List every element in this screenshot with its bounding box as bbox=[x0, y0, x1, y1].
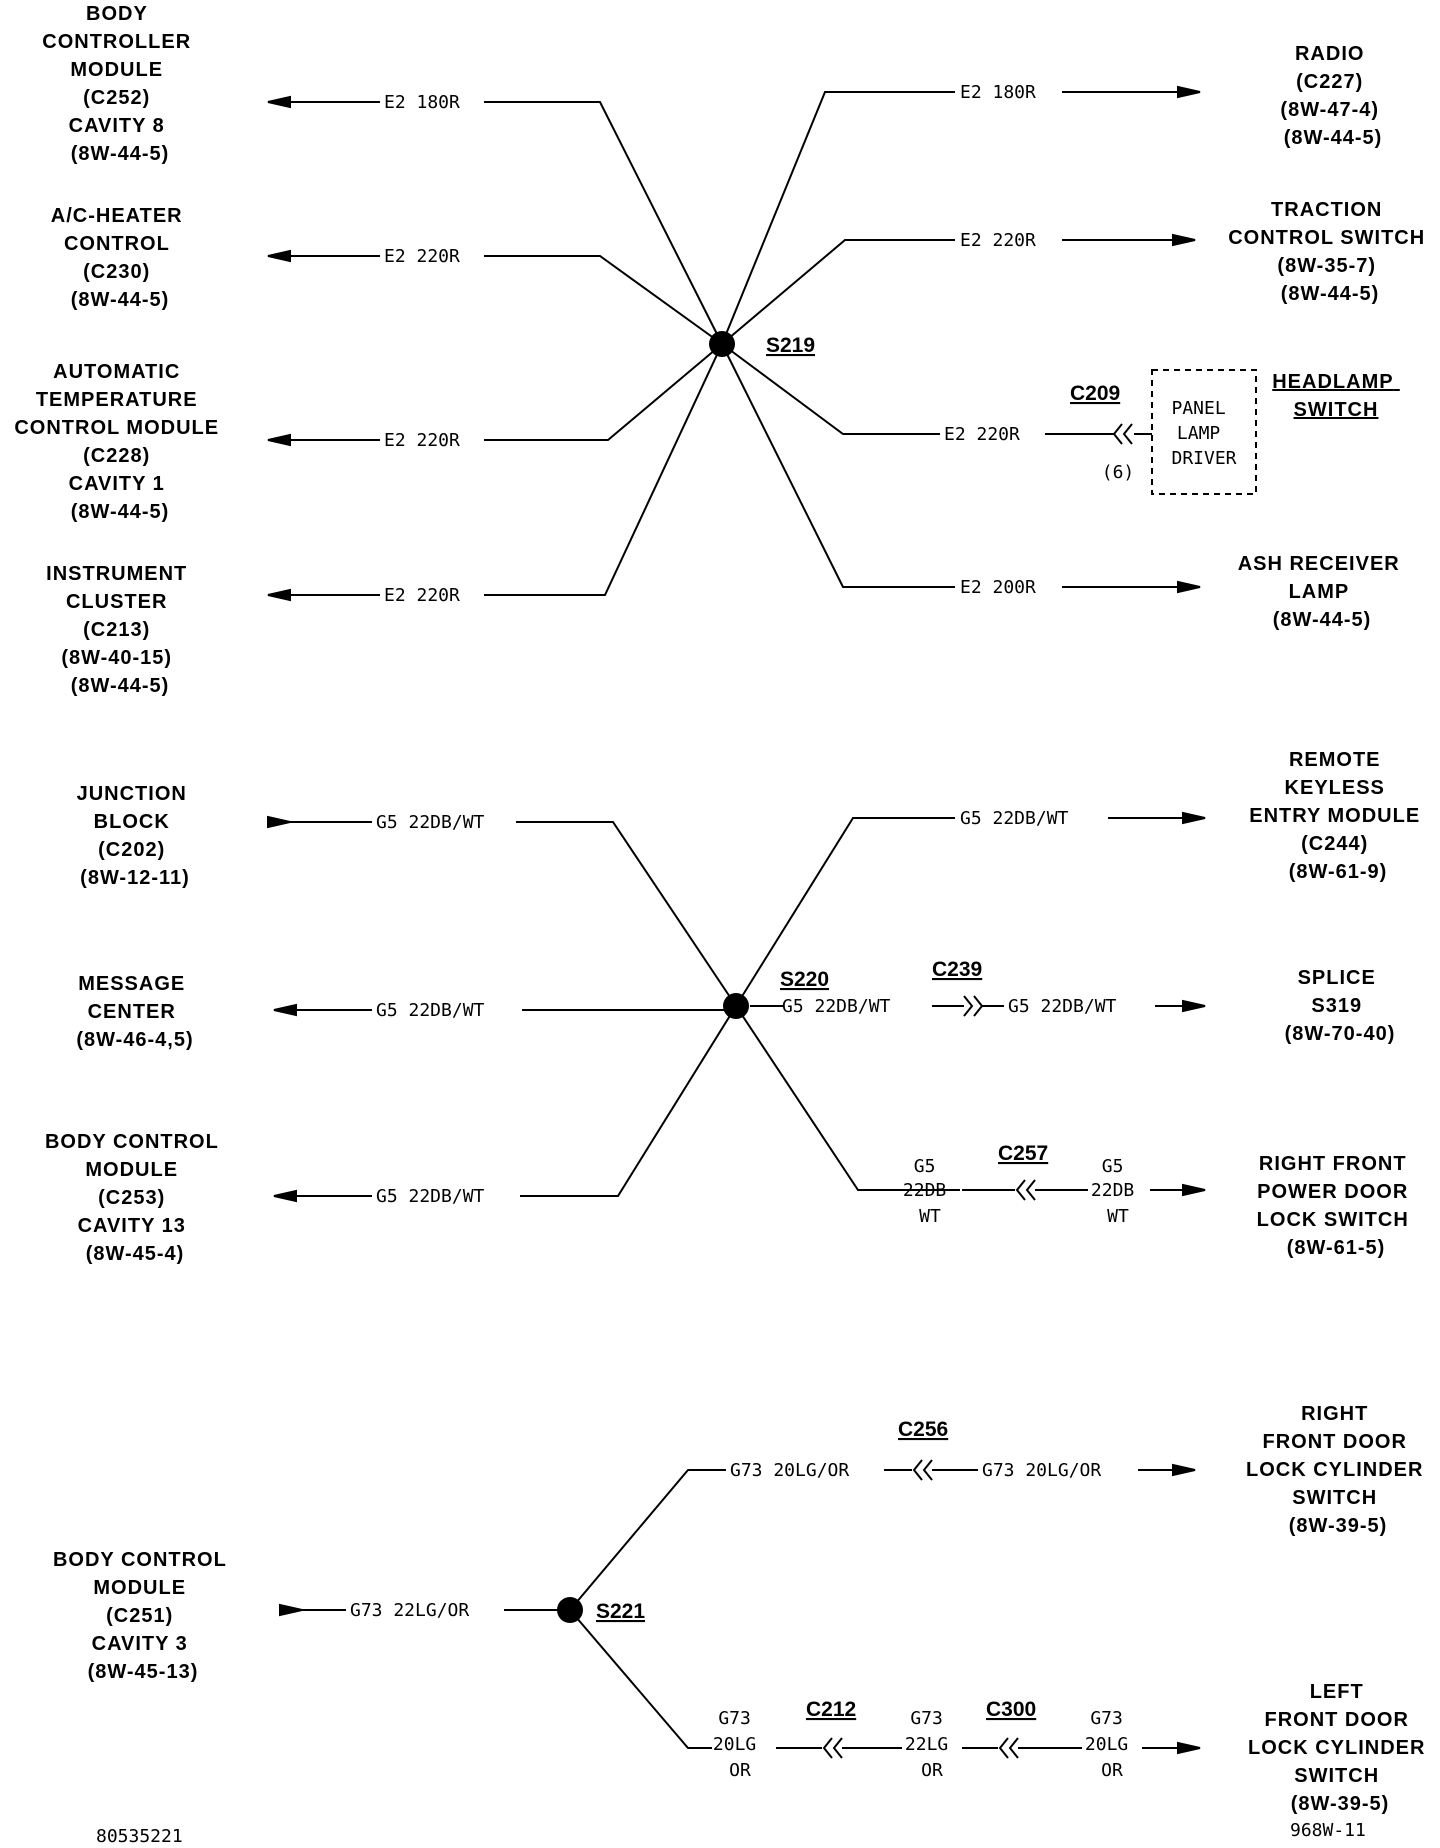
svg-text:G5 22DB/WT: G5 22DB/WT bbox=[376, 812, 485, 833]
label-rke: REMOTE KEYLESS ENTRY MODULE (C244) (8W-61-9) bbox=[1249, 749, 1421, 883]
svg-text:G5 22DB/WT: G5 22DB/WT bbox=[376, 1000, 485, 1021]
wire-instrument-cluster bbox=[268, 344, 722, 606]
label-bcm-c253: BODY CONTROL MODULE (C253) CAVITY 13 (8W-45-4) bbox=[44, 1131, 219, 1265]
connector-c300: C300 bbox=[986, 1698, 1037, 1721]
connector-c257: C257 bbox=[998, 1142, 1049, 1165]
footer-right-code: 968W-11 bbox=[1290, 1820, 1366, 1841]
svg-text:E2 180R: E2 180R bbox=[960, 82, 1036, 103]
wire-stack-right: G5 22DB WT bbox=[1090, 1156, 1135, 1227]
label-bcm-c251: BODY CONTROL MODULE (C251) CAVITY 3 (8W-45-13) bbox=[52, 1549, 227, 1683]
section-s221 bbox=[53, 1403, 1432, 1815]
svg-text:G5 22DB/WT: G5 22DB/WT bbox=[1008, 996, 1117, 1017]
splice-s219-label: S219 bbox=[766, 334, 816, 357]
wire-radio bbox=[722, 82, 1200, 344]
wire-stack-left: G5 22DB WT bbox=[902, 1156, 947, 1227]
section-s220 bbox=[45, 749, 1427, 1265]
label-headlamp: HEADLAMP SWITCH bbox=[1272, 371, 1394, 421]
wire-message-center bbox=[274, 1000, 736, 1021]
label-junction-block: JUNCTION BLOCK (C202) (8W-12-11) bbox=[76, 783, 190, 889]
connector-c209: C209 bbox=[1070, 382, 1121, 405]
label-radio: RADIO (C227) (8W-47-4) (8W-44-5) bbox=[1280, 43, 1383, 149]
wire-junction-block bbox=[268, 812, 736, 1006]
label-rf-door-lock: RIGHT FRONT POWER DOOR LOCK SWITCH (8W-61-5) bbox=[1256, 1153, 1409, 1259]
wire-splice-s319 bbox=[750, 996, 1205, 1017]
wire-stack-g73-b: G73 22LG OR bbox=[904, 1708, 949, 1781]
svg-text:E2 220R: E2 220R bbox=[384, 585, 460, 606]
label-message-center: MESSAGE CENTER (8W-46-4,5) bbox=[76, 973, 194, 1051]
label-ac-heater: A/C-HEATER CONTROL (C230) (8W-44-5) bbox=[50, 205, 183, 311]
connector-c256: C256 bbox=[898, 1418, 949, 1441]
svg-text:E2 180R: E2 180R bbox=[384, 92, 460, 113]
label-atc-module: AUTOMATIC TEMPERATURE CONTROL MODULE (C228) CAVITY 1 (8W-44-5) bbox=[14, 361, 220, 523]
svg-text:G5 22DB/WT: G5 22DB/WT bbox=[960, 808, 1069, 829]
section-s219 bbox=[14, 3, 1431, 697]
wire-stack-g73-a: G73 20LG OR bbox=[712, 1708, 757, 1781]
connector-c212: C212 bbox=[806, 1698, 857, 1721]
wire-rf-door-lock bbox=[736, 1006, 1205, 1227]
wire-traction bbox=[722, 230, 1195, 344]
svg-text:G73 20LG/OR: G73 20LG/OR bbox=[982, 1460, 1102, 1481]
wire-bcm-c252 bbox=[268, 92, 722, 344]
wire-bcm-c253 bbox=[274, 1006, 736, 1207]
svg-text:G5 22DB/WT: G5 22DB/WT bbox=[782, 996, 891, 1017]
svg-text:E2 220R: E2 220R bbox=[960, 230, 1036, 251]
wire-lf-cylinder bbox=[570, 1610, 1200, 1781]
svg-text:E2 220R: E2 220R bbox=[384, 430, 460, 451]
wire-ac-heater bbox=[268, 246, 722, 344]
label-rf-cylinder: RIGHT FRONT DOOR LOCK CYLINDER SWITCH (8W-39-5) bbox=[1245, 1403, 1424, 1537]
splice-s220-label: S220 bbox=[780, 968, 830, 991]
wire-rf-cylinder bbox=[570, 1460, 1195, 1610]
splice-s221-label: S221 bbox=[596, 1600, 646, 1623]
svg-text:G73 22LG/OR: G73 22LG/OR bbox=[350, 1600, 470, 1621]
label-ash: ASH RECEIVER LAMP (8W-44-5) bbox=[1237, 553, 1400, 631]
svg-text:E2 220R: E2 220R bbox=[384, 246, 460, 267]
wire-bcm-c251 bbox=[280, 1600, 570, 1621]
svg-text:E2 220R: E2 220R bbox=[944, 424, 1020, 445]
label-traction: TRACTION CONTROL SWITCH (8W-35-7) (8W-44-5) bbox=[1228, 199, 1426, 305]
wire-stack-g73-c: G73 20LG OR bbox=[1084, 1708, 1129, 1781]
svg-text:G73 20LG/OR: G73 20LG/OR bbox=[730, 1460, 850, 1481]
connector-c239: C239 bbox=[932, 958, 983, 981]
panel-lamp-driver-label: PANEL LAMP DRIVER bbox=[1171, 398, 1237, 469]
label-splice-s319: SPLICE S319 (8W-70-40) bbox=[1284, 967, 1396, 1045]
label-bcm-c252: BODY CONTROLLER MODULE (C252) CAVITY 8 (8W-44-5) bbox=[42, 3, 192, 165]
label-instrument-cluster: INSTRUMENT CLUSTER (C213) (8W-40-15) (8W-44-5) bbox=[46, 563, 188, 697]
label-lf-cylinder: LEFT FRONT DOOR LOCK CYLINDER SWITCH (8W-39-5) bbox=[1247, 1681, 1426, 1815]
pin-number: (6) bbox=[1101, 462, 1135, 483]
footer-left-code: 80535221 bbox=[96, 1826, 183, 1847]
svg-text:G5 22DB/WT: G5 22DB/WT bbox=[376, 1186, 485, 1207]
wire-atc-module bbox=[268, 344, 722, 451]
svg-text:E2 200R: E2 200R bbox=[960, 577, 1036, 598]
